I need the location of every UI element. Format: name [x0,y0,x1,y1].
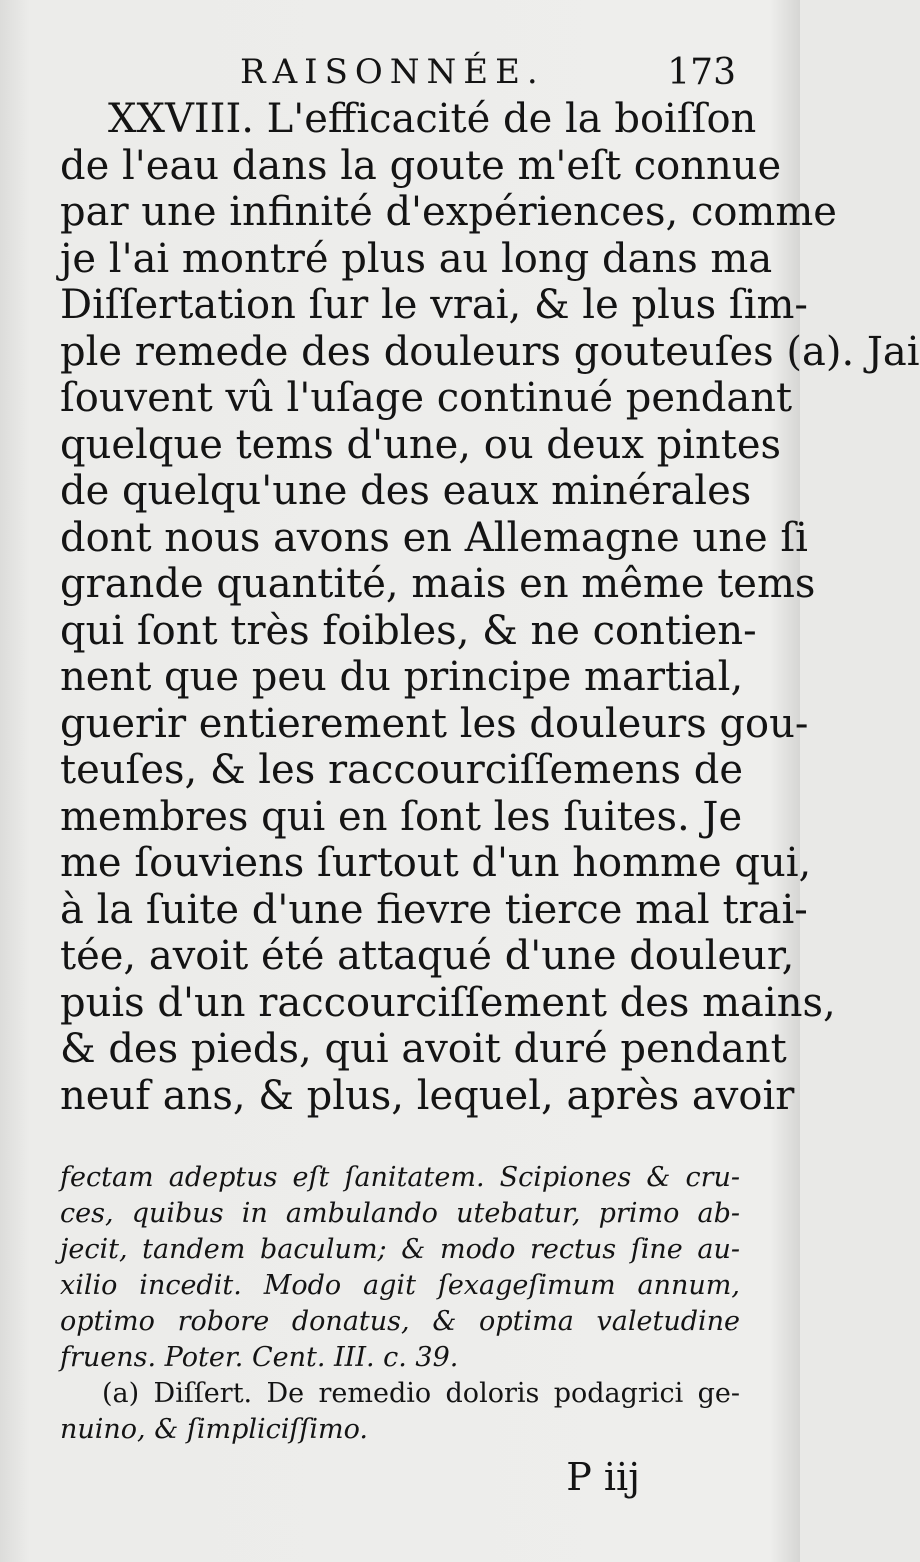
text-line: ple remede des douleurs gouteuſes (a). Jai [60,328,920,375]
page-number: 173 [667,52,736,93]
text-line: ſouvent vû l'uſage continué pendant [60,375,793,421]
running-head: RAISONNÉE. [240,52,545,92]
text-line: XXVIII. L'efficacité de la boiſſon [108,96,757,142]
text-line: de l'eau dans la goute m'eſt connue [60,142,782,189]
text-line: me ſouviens ſurtout d'un homme qui, [60,840,812,886]
footnote-line: jecit, tandem baculum; & modo rectus ſine au- [60,1234,740,1265]
text-line: puis d'un raccourciſſement des mains, [60,979,836,1026]
text-line: de quelqu'une des eaux minérales [60,468,752,514]
text-line: quelque tems d'une, ou deux pintes [60,421,782,468]
page-header [60,52,740,102]
footnote-line: fruens. Poter. Cent. III. c. 39. [60,1342,459,1373]
footnote-line: (a) Diſſert. De remedio doloris podagrici ge- [102,1378,740,1409]
text-line: je l'ai montré plus au long dans ma [60,235,773,282]
text-line: & des pieds, qui avoit duré pendant [60,1026,787,1072]
signature-mark: P iij [566,1455,640,1499]
text-line: guerir entierement les douleurs gou- [60,700,809,747]
text-line: neuf ans, & plus, lequel, après avoir [60,1072,795,1119]
text-line: qui ſont très foibles, & ne contien- [60,607,757,654]
footnote-line: ces, quibus in ambulando utebatur, primo ab- [60,1198,740,1229]
footnote-line: optimo robore donatus, & optima valetudine [60,1306,740,1337]
footnote-line: xilio incedit. Modo agit ſexageſimum annum, [60,1270,740,1301]
main-text [60,96,920,1119]
text-line: Diſſertation ſur le vrai, & le plus ſim- [60,282,808,328]
footnote-line: nuino, & ſimpliciſſimo. [60,1414,368,1445]
text-line: teuſes, & les raccourciſſemens de [60,747,744,793]
text-line: grande quantité, mais en même tems [60,561,816,607]
footnotes [60,1160,740,1448]
text-line: membres qui en ſont les ſuites. Je [60,793,743,840]
text-line: tée, avoit été attaqué d'une douleur, [60,933,795,979]
text-line: à la ſuite d'une fievre tierce mal trai- [60,886,808,933]
footnote-line: fectam adeptus eſt ſanitatem. Scipiones & cru- [60,1162,740,1193]
text-line: par une infinité d'expériences, comme [60,189,837,235]
text-line: nent que peu du principe martial, [60,654,744,700]
text-line: dont nous avons en Allemagne une ſi [60,514,808,561]
